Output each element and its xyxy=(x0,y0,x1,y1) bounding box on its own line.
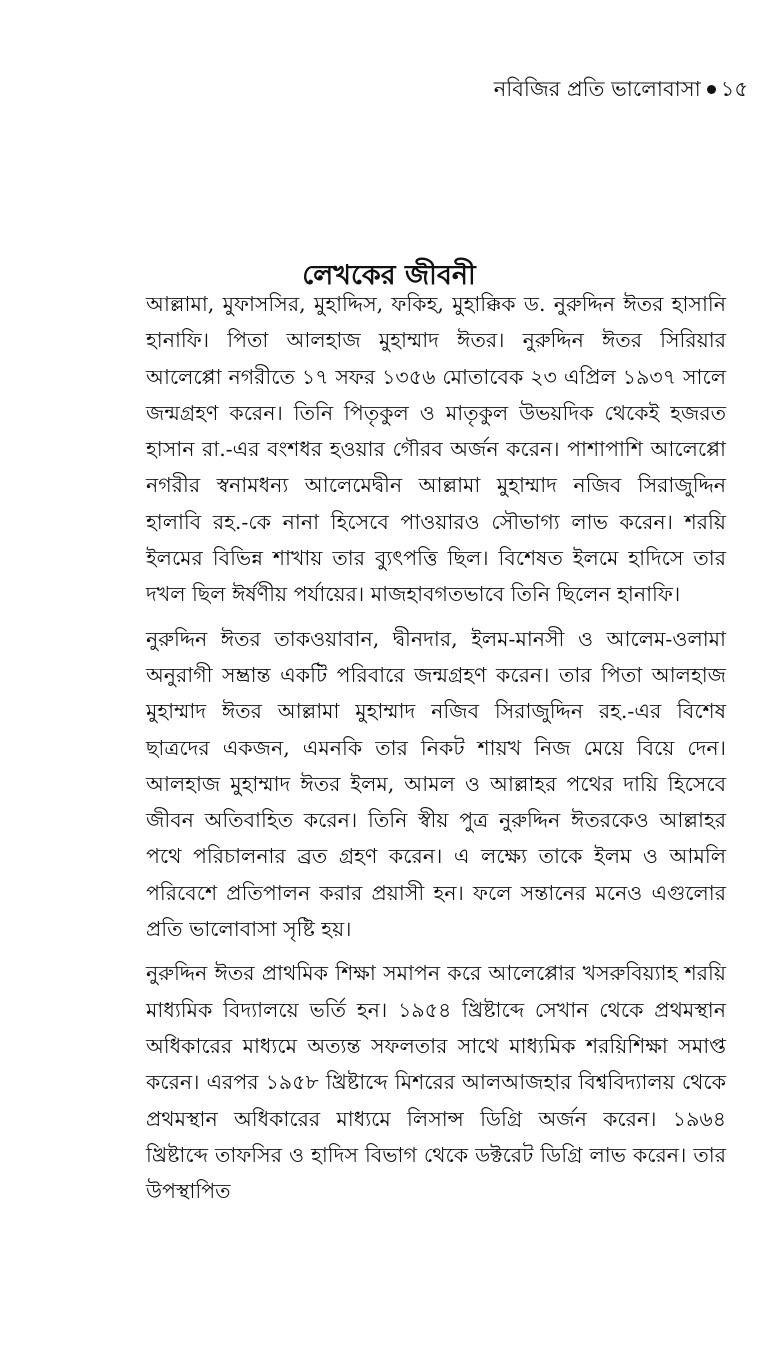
paragraph-2: নুরুদ্দিন ঈতর তাকওয়াবান, দ্বীনদার, ইলম-মানসী ও আলেম-ওলামা অনুরাগী সম্ভ্রান্ত একটি পরিবারে জন্মগ্রহণ করেন। তার পিতা আলহাজ মুহাম্মাদ ঈতর আল্লামা মুহাম্মাদ নজিব সিরাজুদ্দিন রহ.-এর বিশেষ ছাত্রদের একজন, এমনকি তার নিকট শায়খ নিজ মেয়ে বিয়ে দেন। আলহাজ মুহাম্মাদ ঈতর ইলম, আমল ও আল্লাহর পথের দায়ি হিসেবে জীবন অতিবাহিত করেন। তিনি স্বীয় পুত্র নুরুদ্দিন ঈতরকেও আল্লাহর পথে পরিচালনার ব্রত গ্রহণ করেন। এ লক্ষ্যে তাকে ইলম ও আমলি পরিবেশে প্রতিপালন করার প্রয়াসী হন। ফলে সন্তানের মনেও এগুলোর প্রতি ভালোবাসা সৃষ্টি হয়। xyxy=(146,626,726,942)
chapter-title: লেখকের জীবনী xyxy=(302,260,476,292)
page-number: ১৫ xyxy=(720,77,748,101)
running-title: নবিজির প্রতি ভালোবাসা xyxy=(493,77,701,101)
body-text xyxy=(146,286,726,1217)
running-header xyxy=(494,72,748,106)
paragraph-3: নুরুদ্দিন ঈতর প্রাথমিক শিক্ষা সমাপন করে আলেপ্পোর খসরুবিয়্যাহ শরয়ি মাধ্যমিক বিদ্যালয়ে ভর্তি হন। ১৯৫৪ খ্রিষ্টাব্দে সেখান থেকে প্রথমস্থান অধিকারের মাধ্যমে অত্যন্ত সফলতার সাথে মাধ্যমিক শরয়িশিক্ষা সমাপ্ত করেন। এরপর ১৯৫৮ খ্রিষ্টাব্দে মিশরের আলআজহার বিশ্ববিদ্যালয় থেকে প্রথমস্থান অধিকারের মাধ্যমে লিসান্স ডিগ্রি অর্জন করেন। ১৯৬৪ খ্রিষ্টাব্দে তাফসির ও হাদিস বিভাগ থেকে ডক্টরেট ডিগ্রি লাভ করেন। তার উপস্থাপিত xyxy=(146,961,726,1204)
bullet-separator-icon xyxy=(707,85,716,94)
paragraph-1: আল্লামা, মুফাসসির, মুহাদ্দিস, ফকিহ, মুহাক্কিক ড. নুরুদ্দিন ঈতর হাসানি হানাফি। পিতা আলহাজ মুহাম্মাদ ঈতর। নুরুদ্দিন ঈতর সিরিয়ার আলেপ্পো নগরীতে ১৭ সফর ১৩৫৬ মোতাবেক ২৩ এপ্রিল ১৯৩৭ সালে জন্মগ্রহণ করেন। তিনি পিতৃকুল ও মাতৃকুল উভয়দিক থেকেই হজরত হাসান রা.-এর বংশধর হওয়ার গৌরব অর্জন করেন। পাশাপাশি আলেপ্পো নগরীর স্বনামধন্য আলেমেদ্বীন আল্লামা মুহাম্মাদ নজিব সিরাজুদ্দিন হালাবি রহ.-কে নানা হিসেবে পাওয়ারও সৌভাগ্য লাভ করেন। শরয়ি ইলমের বিভিন্ন শাখায় তার ব্যুৎপত্তি ছিল। বিশেষত ইলমে হাদিসে তার দখল ছিল ঈর্ষণীয় পর্যায়ের। মাজহাবগতভাবে তিনি ছিলেন হানাফি। xyxy=(146,292,726,607)
